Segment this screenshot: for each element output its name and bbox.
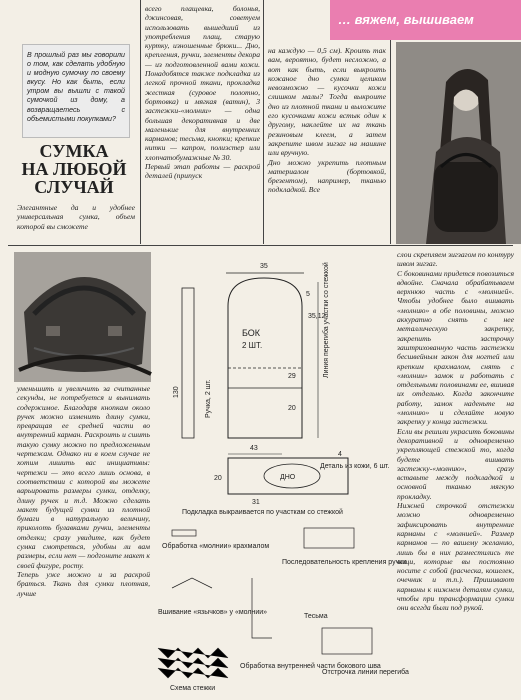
- column-divider: [140, 0, 141, 244]
- bottom-label: ДНО: [280, 474, 296, 481]
- bag-photo: [14, 252, 151, 382]
- stitch-scheme-grid: [158, 648, 228, 678]
- handle-strip: [182, 288, 194, 438]
- section-banner: [330, 0, 521, 40]
- column-2-text: всего плащевка, болонья, джинсовая, советуем использовать вышедший из употребления плащ, старую куртку, изношенные брюки... Дно, крепления, ручки, элементы декора — из подготовленной вами кожи. Понадобятся также подкладка из легкой прочной ткани, прокладка жесткая (суровое полотно, бортовка) и мягкая (ватин), 3 застежки-«молнии» — одна большая декоративная и две маленькие для внутренних карманов; тесьма, кнопки; крепкие нитки — капрон, полиэстер или хлопчатобумажные № 30. Первый этап работы — раскрой деталей (припуск: [145, 4, 260, 181]
- left-lower-text: уменьшить и увеличить за считанные секунды, не потребуется и вынимать содержимое. Благодаря кнопкам около ручек можно изменить длину сумки, превращая ее средней части во внутренний карман. Раскроить и сшить такую сумку можно по предложенным чертежам. Однако ни в коем случае не хотим лишить вас инициативы: чертежи — это всего лишь основа, в соответствии с которой вы можете варьировать размеры сумки, отделку, длину ручек и т.д. Можно сделать макет будущей сумки из плотной бумаги в натуральную величину, приколоть булавками ручки, элементы отделки; сразу увидите, как будет сумка смотреться, удобны ли вам размеры, если нет — подгоните макет к своей фигуре, росту. Теперь уже можно и за раскрой браться. Ткань для сумки плотная, лучше: [17, 384, 150, 598]
- fold-stitch-shape: [322, 628, 372, 654]
- dim-130: 130: [173, 386, 180, 398]
- horizontal-rule: [8, 245, 513, 246]
- headline-line-1: СУМКА: [39, 141, 109, 161]
- dim-31: 31: [252, 499, 260, 506]
- sequence-label: Последовательность крепления ручки: [282, 559, 407, 566]
- side-piece-count: 2 ШТ.: [242, 341, 263, 350]
- intro-text: В прошлый раз мы говорили о том, как сделать удобную и модную сумочку по своему вкусу. Но как быть, если утром вы вышли с такой сумочкой из дому, а возвращаетесь с объемистыми покупками?: [27, 51, 125, 123]
- dim-43: 43: [250, 445, 258, 452]
- headline-line-3: СЛУЧАЙ: [34, 177, 114, 197]
- stitch-scheme-label: Схема стежки: [170, 685, 216, 692]
- tape-label: Тесьма: [304, 613, 328, 620]
- column-divider: [390, 40, 391, 244]
- fold-stitch-label: Отстрочка линии перегиба: [322, 669, 409, 676]
- column-divider: [263, 0, 264, 244]
- dim-20: 20: [288, 405, 296, 412]
- right-lower-text: слои скрепляем зигзагом по контуру швом зигзаг. С боковинами придется повозиться вдвойне. Сначала обрабатываем верхнюю часть с «молнией». Чтобы удобнее было вшивать «молнию» в обе половины, можно аккуратно снять с нее металлическую закрепку, закрепить застрочку заштрихованную часть застежки бесшвейным закон для ногтей или крепким крахмалом, снять с «молнии» замок и работать с отдельными половинами ее, вшивая их отдельно. Когда закончите работу, замок наденьте на «молнию» и сделайте новую закрепку у конца застежки. Если вы решили украсить боковины декоративной и одновременно укрепляющей стежкой то, когда будете вшивать застежку-«молнию», сразу вставьте между подкладкой и основной тканью мягкую прокладку. Нижней строчкой отстежки можно одновременно зафиксировать внутренние карманы с «молнией». Размер карманов — по вашему желанию, лишь бы в них разместились те вещи, которые вы постоянно носите с собой (расческа, кошелек, очечник и т.п.). Пришивают карманы к нижнем деталям сумки, чтобы при трансформации сумки они всегда были под рукой.: [397, 250, 514, 613]
- article-headline: [14, 142, 134, 196]
- handle-sequence-shape: [304, 528, 354, 548]
- lining-label: Подкладка выкраивается по участкам со стежкой: [182, 509, 343, 516]
- dim-4: 4: [338, 451, 342, 458]
- side-piece-outline: [228, 278, 302, 438]
- dim-35-12: 35,12: [308, 313, 326, 320]
- fold-line-label: Линия перегиба участки со стежкой: [323, 262, 330, 378]
- model-photo-illustration: [396, 42, 521, 244]
- inner-part-label: Обработка внутренней части бокового шва: [240, 663, 381, 670]
- headline-line-2: НА ЛЮБОЙ: [21, 159, 127, 179]
- zipper-label: Обработка «молнии» крахмалом: [162, 543, 270, 550]
- tongues-label: Вшивание «язычков» у «молнии»: [158, 609, 268, 616]
- model-photo: [396, 42, 521, 244]
- dim-29: 29: [288, 373, 296, 380]
- leather-detail-label: Деталь из кожи, 6 шт.: [320, 463, 390, 470]
- dim-top-width: 35: [260, 263, 268, 270]
- handle-label: Ручка, 2 шт.: [205, 379, 212, 418]
- side-piece-label: БОК: [242, 328, 261, 338]
- pattern-diagram: [152, 248, 409, 694]
- inner-seam-shape: [252, 578, 272, 638]
- banner-text: … вяжем, вышиваем: [338, 12, 474, 27]
- tongue-shape: [172, 578, 212, 588]
- dim-20b: 20: [214, 475, 222, 482]
- zipper-shape: [172, 530, 196, 536]
- bag-photo-illustration: [14, 252, 151, 382]
- column-3-text: на каждую — 0,5 см). Кроить так вам, вероятно, будет несложно, а вот как быть, если выкроить кожаное дно сумки целиком невозможно — кусочки кожи слишком малы? Тогда выкроите дно из плотной ткани и выложите его кусочками кожи встык один к другому, наклейте их на ткань резиновым клеем, а затем закрепите швом зигзаг на машине или вручную. Дно можно укрепить плотным материалом (бортовкой, брезентом), напримеp, тканью подкладкой. Все: [268, 46, 386, 195]
- dim-5: 5: [306, 291, 310, 298]
- lead-text: Элегантные да и удобнее универсальная сумка, объем которой вы сможете: [17, 203, 135, 231]
